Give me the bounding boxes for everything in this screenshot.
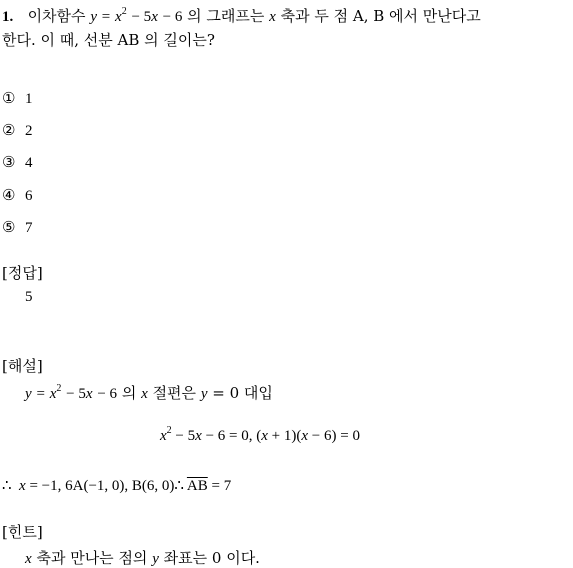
term-b: − 6 = 0, ( [205,428,262,444]
choice-value: 1 [25,91,33,107]
var-x: x [49,386,57,402]
choice-5[interactable] [2,218,33,237]
var-y: y [25,386,32,402]
var-x: x [160,428,167,444]
choice-mark: ③ [2,153,16,171]
question-text-prefix: 이차함수 [27,7,86,25]
exponent: 2 [56,383,62,394]
explanation-text-a: 의 [121,384,137,402]
term-a: − 5 [175,428,196,444]
exponent: 2 [121,6,127,17]
therefore-symbol: ∴ [2,478,12,494]
question-number: 1. [2,9,14,25]
var-x: x [151,9,158,25]
explanation-text-c: = 0 대입 [212,384,273,402]
explanation-label: [해설] [2,357,43,375]
choice-mark: ② [2,121,16,139]
hint-text-a: 축과 만나는 점의 [36,549,148,567]
explanation-centered-equation [160,425,360,445]
term-minus-6: − 6 [162,9,183,25]
axis-var: x [141,386,148,402]
explanation-line-1 [25,382,273,403]
question-line-1 [2,5,481,26]
var-x: x [115,9,122,25]
eq-sign: = [101,9,111,25]
var-y: y [90,9,97,25]
var-y: y [152,551,159,567]
term-minus-5: − 5 [131,9,152,25]
segment-ab: $\overline{AB}$ [186,478,208,494]
var-x: x [301,428,309,444]
var-x: x [25,551,32,567]
eq-sign: = [36,386,45,402]
choice-1[interactable] [2,89,33,108]
question-line-2: 한다. 이 때, 선분 AB 의 길이는? [2,31,215,49]
question-text-b: 축과 두 점 A, B 에서 만난다고 [280,7,481,25]
choice-3[interactable] [2,153,33,172]
var-x: x [85,386,93,402]
choice-mark: ④ [2,186,16,204]
conclusion-text-a: = −1, 6A(−1, 0), B(6, 0)∴ [29,478,184,494]
choice-value: 6 [25,188,33,204]
choice-value: 2 [25,123,33,139]
answer-value: 5 [25,289,33,305]
var-y: y [200,386,208,402]
explanation-conclusion [2,476,231,495]
var-x: x [19,478,26,494]
choice-4[interactable] [2,186,33,205]
term-minus-6: − 6 [97,386,118,402]
choice-mark: ① [2,89,16,107]
choice-2[interactable] [2,121,33,140]
choice-mark: ⑤ [2,218,16,236]
exponent: 2 [166,425,172,436]
term-c: + 1)( [271,428,302,444]
term-d: − 6) = 0 [311,428,360,444]
var-x: x [261,428,268,444]
question-text-a: 의 그래프는 [187,7,265,25]
conclusion-text-b: = 7 [211,478,232,494]
hint-text-b: 좌표는 0 이다. [163,549,260,567]
choice-value: 4 [25,155,33,171]
term-minus-5: − 5 [66,386,86,402]
answer-label: [정답] [2,264,43,282]
hint-label: [힌트] [2,523,43,541]
choice-value: 7 [25,220,33,236]
axis-var: x [269,9,276,25]
var-x: x [195,428,202,444]
explanation-text-b: 절편은 [152,384,197,402]
